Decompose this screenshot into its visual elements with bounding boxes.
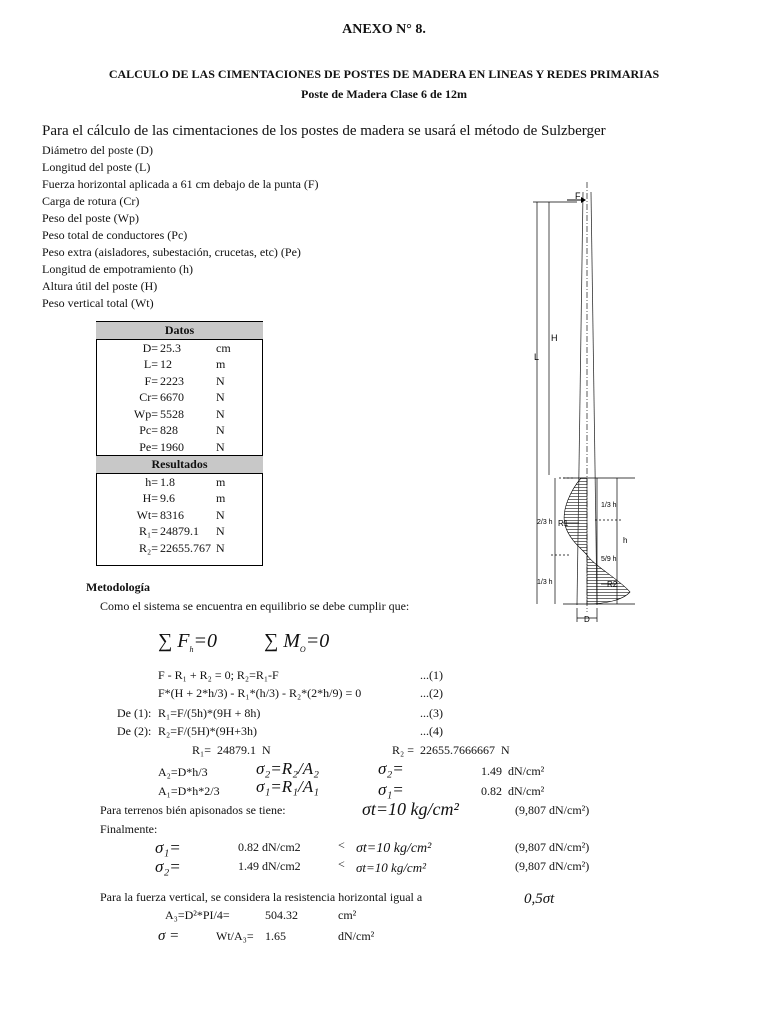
final-sigma2-equivalent: (9,807 dN/cm²): [515, 859, 590, 873]
equation-1: F - R₁ + R₂ = 0; R₂=R₁-F: [158, 668, 279, 682]
table-row: Wt= 8316 N: [136, 507, 225, 522]
definition-item: Carga de rotura (Cr): [42, 194, 140, 208]
final-sigma2-value: 1.49 dN/cm2: [238, 859, 301, 873]
wt-a3-value: 1.65: [265, 929, 286, 943]
document-subtitle: Poste de Madera Clase 6 de 12m: [301, 87, 467, 101]
label-h-upper: H: [551, 333, 558, 343]
sigma2-value: 1.49 dN/cm²: [481, 764, 545, 778]
final-sigma2-sigma-t: σt=10 kg/cm²: [356, 860, 426, 875]
method-intro: Como el sistema se encuentra en equilibrio se debe cumplir que:: [100, 599, 410, 613]
equation-2: F*(H + 2*h/3) - R₁*(h/3) - R₂*(2*h/9) = 0: [158, 686, 362, 700]
r1-result: R₁= 24879.1 N: [192, 743, 271, 757]
a2-formula: A₂=D*h/3: [158, 765, 208, 779]
r2-result: R₂ = 22655.7666667 N: [392, 743, 510, 757]
document-title: CALCULO DE LAS CIMENTACIONES DE POSTES DE MADERA EN LINEAS Y REDES PRIMARIAS: [108, 67, 660, 81]
final-sigma1-lt: <: [338, 838, 345, 852]
definition-item: Altura útil del poste (H): [42, 279, 158, 293]
final-sigma1-label: σ₁=: [155, 838, 181, 857]
table-row: Pc= 828 N: [139, 423, 225, 437]
sigma2-formula: σ₂=R₂/A₂: [256, 759, 320, 778]
definition-item: Fuerza horizontal aplicada a 61 cm debajo de la punta (F): [42, 177, 319, 191]
equation-3-tag: ...(3): [420, 706, 443, 720]
data-table: [96, 321, 263, 556]
method-title: Metodología: [86, 580, 150, 594]
label-l: L: [534, 352, 540, 362]
equilibrium-sum-mo: ∑ $M_O=0$: [264, 630, 330, 654]
datos-header: Datos: [96, 322, 263, 340]
label-2-3h: 2/3 h: [537, 519, 553, 526]
a3-unit: cm²: [338, 908, 357, 922]
equation-3: R₁=F/(5h)*(9H + 8h): [158, 706, 261, 720]
definition-item: Longitud de empotramiento (h): [42, 262, 193, 276]
wt-a3-label: Wt/A₃=: [216, 929, 254, 943]
equation-4: R₂=F/(5H)*(9H+3h): [158, 724, 258, 738]
a3-label: A₃=D²*PI/4=: [165, 908, 230, 922]
final-sigma1-sigma-t: σt=10 kg/cm²: [356, 841, 432, 856]
table-row: Cr= 6670 N: [139, 390, 225, 404]
label-1-3h-top: 1/3 h: [601, 502, 617, 509]
de-2-label: De (2):: [117, 724, 152, 738]
vertical-force-text: Para la fuerza vertical, se considera la resistencia horizontal igual a: [100, 890, 423, 904]
definition-item: Longitud del poste (L): [42, 160, 151, 174]
sigma2-label: σ₂=: [378, 759, 404, 778]
final-sigma1-equivalent: (9,807 dN/cm²): [515, 840, 590, 854]
equilibrium-sum-fh: ∑ $F_h=0$: [158, 630, 217, 654]
table-row: Pe= 1960 N: [139, 439, 225, 454]
sigma1-formula: σ₁=R₁/A₁: [256, 777, 320, 796]
a1-formula: A₁=D*h*2/3: [158, 784, 220, 798]
label-f: F: [575, 191, 581, 201]
annex-title: ANEXO N° 8.: [342, 22, 426, 37]
table-row: H= 9.6 m: [142, 491, 226, 505]
label-r2: R2: [607, 580, 618, 589]
terrenos-text: Para terrenos bién apisonados se tiene:: [100, 803, 286, 817]
sigma1-value: 0.82 dN/cm²: [481, 784, 545, 798]
final-sigma2-lt: <: [338, 857, 345, 871]
table-row: R₁= 24879.1 N: [139, 524, 225, 538]
label-1-3h-bottom: 1/3 h: [537, 579, 553, 586]
definition-item: Peso extra (aisladores, subestación, crucetas, etc) (Pe): [42, 245, 301, 259]
sigma1-label: σ₁=: [378, 780, 404, 799]
label-r1: R1: [558, 519, 569, 528]
table-row: F= 2223 N: [144, 373, 225, 388]
final-sigma2-label: σ₂=: [155, 857, 181, 876]
label-5-9h: 5/9 h: [601, 556, 617, 563]
definition-item: Diámetro del poste (D): [42, 143, 153, 157]
finalmente-label: Finalmente:: [100, 822, 158, 836]
table-row: L= 12 m: [143, 357, 226, 371]
intro-text: Para el cálculo de las cimentaciones de los postes de madera se usará el método de Sulzberger: [42, 123, 606, 139]
definition-item: Peso del poste (Wp): [42, 211, 139, 225]
label-h-embed: h: [623, 536, 628, 545]
pole-diagram: [525, 180, 640, 625]
table-row: h= 1.8 m: [145, 474, 226, 489]
equation-2-tag: ...(2): [420, 686, 443, 700]
sigma-t-main: σt=10 kg/cm²: [362, 799, 459, 819]
table-row: R₂= 22655.767 N: [139, 540, 225, 555]
table-row: D= 25.3 cm: [142, 340, 231, 355]
half-sigma-t: 0,5σt: [524, 891, 555, 907]
sigma-t-equivalent: (9,807 dN/cm²): [515, 803, 590, 817]
sigma-final-label: σ =: [158, 928, 180, 944]
equation-4-tag: ...(4): [420, 724, 443, 738]
a3-value: 504.32: [265, 908, 298, 922]
de-1-label: De (1):: [117, 706, 152, 720]
equation-1-tag: ...(1): [420, 668, 443, 682]
resultados-header: Resultados: [96, 456, 263, 474]
label-d: D: [584, 615, 590, 624]
final-sigma1-value: 0.82 dN/cm2: [238, 840, 301, 854]
wt-a3-unit: dN/cm²: [338, 929, 375, 943]
table-row: Wp= 5528 N: [133, 406, 225, 421]
definition-item: Peso total de conductores (Pc): [42, 228, 188, 242]
definition-item: Peso vertical total (Wt): [42, 296, 154, 310]
